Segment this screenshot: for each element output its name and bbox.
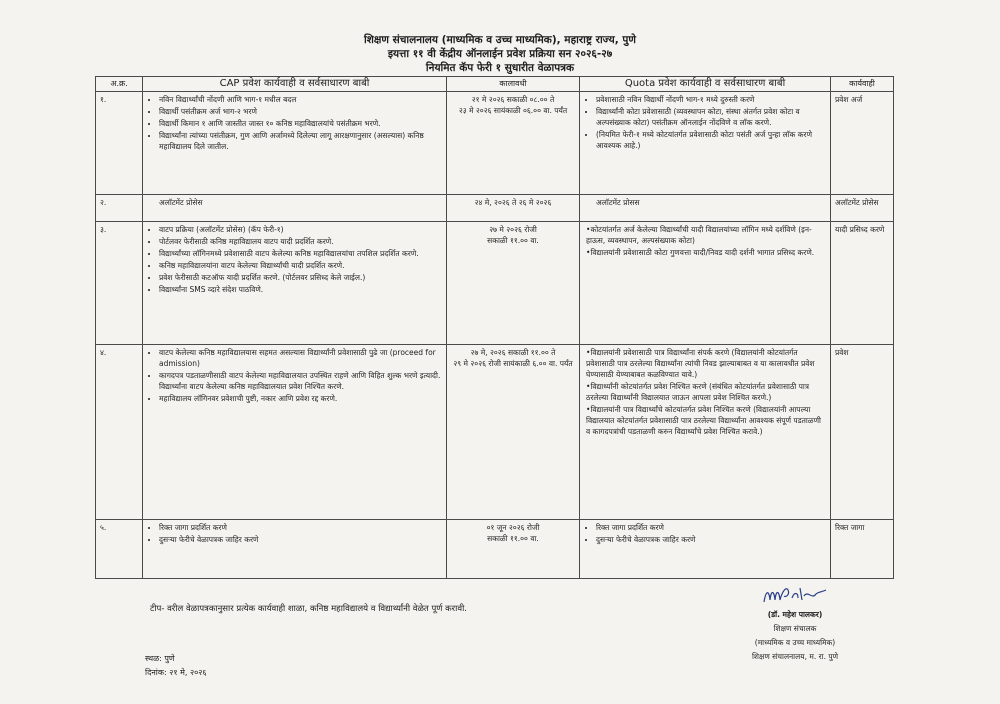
cap-cell: [143, 520, 447, 579]
header-action: कार्यवाही: [831, 77, 894, 92]
period-cell: [447, 345, 580, 520]
list-item: • कागदपत्र पडताळणीसाठी वाटप केलेल्या महाविद्यालयात उपस्थित राहणे आणि विहित शुल्क भरणे इत्यादी. विद्यार्थ्यांना वाटप केलेल्या कनिष्ठ महाविद्यालयात प्रवेश निश्चित करणे.: [159, 370, 442, 392]
table-row: [96, 520, 894, 579]
quota-cell: [580, 92, 831, 195]
row-number: २.: [96, 195, 143, 222]
list-item: • कनिष्ठ महाविद्यालयांना वाटप केलेल्या विद्यार्थ्यांची यादी प्रदर्शित करणे.: [159, 260, 442, 271]
quota-cell: [580, 345, 831, 520]
signature-block: [700, 582, 890, 664]
list-item: • रिक्त जागा प्रदर्शित करणे: [159, 522, 442, 533]
list-item: • विद्यार्थी पसंतीक्रम अर्ज भाग-२ भरणे: [159, 106, 442, 117]
table-row: [96, 195, 894, 222]
signatory-name: (डॉ. महेश पालकर): [767, 610, 823, 619]
period-cell: [447, 222, 580, 345]
place-location: स्थळ: पुणे: [145, 654, 175, 663]
period-cell: [447, 92, 580, 195]
cap-cell: [143, 222, 447, 345]
list-item: • विद्यार्थ्यांना त्यांच्या पसंतीक्रम, गुण आणि अर्जामध्ये दिलेल्या लागू आरक्षणानुसार (असल्यास) कनिष्ठ महाविद्यालय दिले जातील.: [159, 130, 442, 152]
cap-cell: [143, 195, 447, 222]
list-item: • विद्यालयांनी प्रवेशासाठी कोटा गुणवत्ता यादी/निवड यादी दर्शनी भागात प्रसिध्द करणे.: [586, 247, 826, 258]
period-line: २९ मे २०२६ रोजी सायंकाळी ६.०० वा. पर्यंत: [453, 359, 573, 368]
period-cell: [447, 195, 580, 222]
table-row: [96, 345, 894, 520]
list-item: • कोटयांतर्गत अर्ज केलेल्या विद्यार्थ्यांची यादी विद्यालयांच्या लॉगिन मध्ये दर्शविणे (इन-हाऊस, व्यवस्थापन, अल्पसंख्याक कोटा): [586, 224, 826, 246]
period-line: सकाळी ११.०० वा.: [487, 236, 539, 245]
list-item: • रिक्त जागा प्रदर्शित करणे: [596, 522, 826, 533]
action-cell: यादी प्रसिध्द करणे: [831, 222, 894, 345]
list-item: • विद्यार्थ्यांनी कोटयांतर्गत प्रवेश निश्चित करणे (संबंधित कोटयांतर्गत प्रवेशासाठी पात्र ठरलेल्या विद्यार्थ्यांनी विद्यालयात जाऊन आपला प्रवेश निश्चित करणे.): [586, 381, 826, 403]
list-item: • प्रवेश फेरीसाठी कटऑफ यादी प्रदर्शित करणे. (पोर्टलवर प्रसिध्द केले जाईल.): [159, 272, 442, 283]
header-sr: अ.क्र.: [96, 77, 143, 92]
list-item: • प्रवेशासाठी नविन विद्यार्थी नोंदणी भाग-१ मध्ये दुरुस्ती करणे: [596, 94, 826, 105]
document-header: [0, 33, 1000, 75]
signature-icon: [760, 582, 830, 608]
cap-cell: [143, 345, 447, 520]
period-line: २७ मे, २०२६ सकाळी ११.०० ते: [470, 348, 556, 357]
list-item: • विद्यालयांनी पात्र विद्यार्थ्यांचे कोटयांतर्गत प्रवेश निश्चित करणे (विद्यालयांनी आपल्या विद्यालयात कोटयांतर्गत प्रवेशासाठी पात्र ठरलेल्या विद्यार्थ्यांना आवश्यक संपूर्ण पडताळणी व कागदपत्रांची पडताळणी करुन विद्यार्थ्यांचे प्रवेश निश्चित करावे.): [586, 404, 826, 437]
quota-cell: [580, 195, 831, 222]
action-cell: रिक्त जागा: [831, 520, 894, 579]
header-period: कालावधी: [447, 77, 580, 92]
period-cell: [447, 520, 580, 579]
schedule-table: [95, 76, 894, 579]
list-item: • पोर्टलवर फेरीसाठी कनिष्ठ महाविद्यालय वाटप यादी प्रदर्शित करणे.: [159, 236, 442, 247]
quota-text: अलॉटमेंट प्रोसस: [596, 198, 640, 207]
signatory-office: शिक्षण संचालनालय, म. रा. पुणे: [751, 652, 839, 661]
header-line-1: शिक्षण संचालनालय (माध्यमिक व उच्च माध्यमिक), महाराष्ट्र राज्य, पुणे: [364, 34, 636, 46]
cap-cell: [143, 92, 447, 195]
footnote: टीप- वरील वेळापत्रकानुसार प्रत्येक कार्यवाही शाळा, कनिष्ठ महाविद्यालये व विद्यार्थ्यांनी वेळेत पूर्ण करावी.: [150, 604, 467, 614]
list-item: • दुसऱ्या फेरीचे वेळापत्रक जाहिर करणे: [596, 534, 826, 545]
quota-cell: [580, 222, 831, 345]
row-number: ३.: [96, 222, 143, 345]
row-number: १.: [96, 92, 143, 195]
action-cell: अलॉटमेंट प्रोसेस: [831, 195, 894, 222]
period-line: २३ मे २०२६ सायंकाळी ०६.०० वा. पर्यंत: [458, 106, 568, 115]
header-line-2: इयत्ता ११ वी केंद्रीय ऑनलाईन प्रवेश प्रक्रिया सन २०२६-२७: [387, 48, 613, 60]
list-item: • विद्यार्थ्यांच्या लॉगिनमध्ये प्रवेशासाठी वाटप केलेल्या कनिष्ठ महाविद्यालयांचा तपशिल प्रदर्शित करणे.: [159, 248, 442, 259]
period-line: २४ मे, २०२६ ते २६ मे २०२६: [474, 198, 552, 207]
list-item: • विद्यार्थी किमान १ आणि जास्तीत जास्त १० कनिष्ठ महाविद्यालयांचे पसंतीक्रम भरणे.: [159, 118, 442, 129]
table-header-row: [96, 77, 894, 92]
period-line: सकाळी ११.०० वा.: [487, 534, 539, 543]
row-number: ५.: [96, 520, 143, 579]
list-item: • वाटप प्रक्रिया (अलॉटमेंट प्रोसेस) (कॅप फेरी-१): [159, 224, 442, 235]
list-item: • (नियमित फेरी-१ मध्ये कोटयांतर्गत प्रवेशासाठी कोटा पसंती अर्ज पुन्हा लॉक करणे आवश्यक आहे.): [596, 129, 826, 151]
signatory-designation: शिक्षण संचालक: [773, 624, 817, 633]
table-row: [96, 222, 894, 345]
header-cap: CAP प्रवेश कार्यवाही व सर्वसाधारण बाबी: [143, 77, 447, 92]
period-line: ०१ जून २०२६ रोजी: [486, 523, 540, 532]
period-line: २७ मे २०२६ रोजी: [489, 225, 537, 234]
place-date: दिनांक: २१ मे, २०२६: [145, 668, 207, 677]
list-item: • विद्यार्थ्यांनी कोटा प्रवेशासाठी (व्यवस्थापन कोटा, संस्था अंतर्गत प्रवेश कोटा व अल्पसंख्याक कोटा) पसंतीक्रम ऑनलाईन नोंदविणे व लॉक करणे.: [596, 106, 826, 128]
place-date-block: [145, 652, 207, 680]
row-number: ४.: [96, 345, 143, 520]
period-line: २१ मे २०२६ सकाळी ०८.०० ते: [471, 95, 555, 104]
header-line-3: नियमित कॅप फेरी १ सुधारीत वेळापत्रक: [425, 62, 575, 74]
cap-text: अलॉटमेंट प्रोसेस: [159, 198, 203, 207]
action-cell: प्रवेश: [831, 345, 894, 520]
signatory-department: (माध्यमिक व उच्च माध्यमिक): [754, 638, 836, 647]
list-item: • दुसऱ्या फेरीचे वेळापत्रक जाहिर करणे: [159, 534, 442, 545]
quota-cell: [580, 520, 831, 579]
list-item: • विद्यार्थ्यांना SMS व्दारे संदेश पाठविणे.: [159, 284, 442, 295]
header-quota: Quota प्रवेश कार्यवाही व सर्वसाधारण बाबी: [580, 77, 831, 92]
list-item: • विद्यालयांनी प्रवेशासाठी पात्र विद्यार्थ्यांना संपर्क करणे (विद्यालयांनी कोटयांतर्गत प्रवेशासाठी पात्र ठरलेल्या विद्यार्थ्यांना त्यांची निवड झाल्याबाबत व या कालावधीत प्रवेश घेण्यासाठी येण्याबाबत कळविण्यात यावे.): [586, 347, 826, 380]
list-item: • नविन विद्यार्थ्यांची नोंदणी आणि भाग-१ मधील बदल: [159, 94, 442, 105]
table-row: [96, 92, 894, 195]
list-item: • महाविद्यालय लॉगिनवर प्रवेशाची पुष्टी, नकार आणि प्रवेश रद्द करणे.: [159, 393, 442, 404]
action-cell: प्रवेश अर्ज: [831, 92, 894, 195]
list-item: • वाटप केलेल्या कनिष्ठ महाविद्यालयास सहमत असल्यास विद्यार्थ्यांनी प्रवेशासाठी पुढे जा (proceed for admission): [159, 347, 442, 369]
